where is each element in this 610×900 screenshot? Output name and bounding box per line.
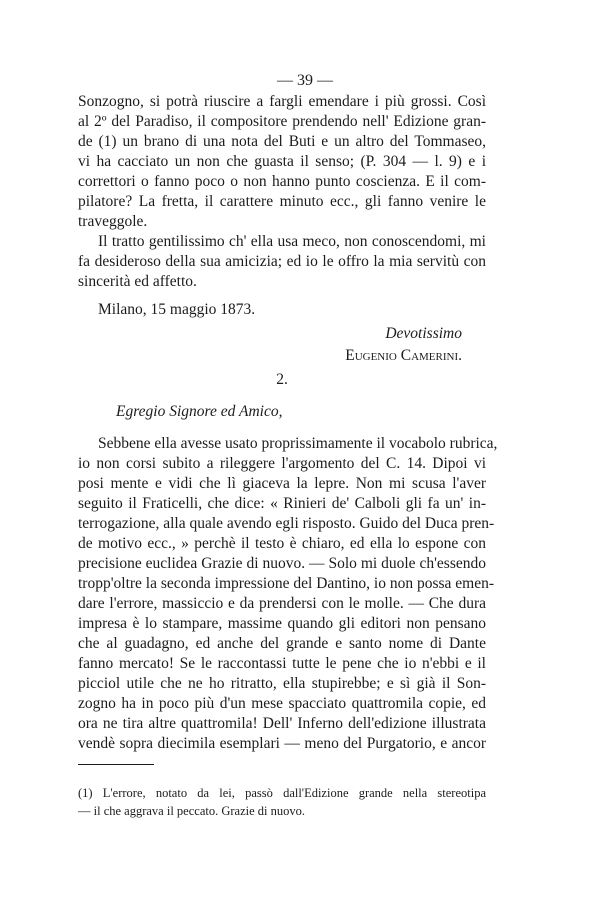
text-line: precisione euclidea Grazie di nuovo. — Solo mi duole ch'essendo [78,555,486,572]
text-line: de (1) un brano di una nota del Buti e un altro del Tommaseo, [78,133,486,150]
closing: Devotissimo [385,325,462,342]
text-line: dare l'errore, massiccio e da prendersi con le molle. — Che dura [78,595,486,612]
text-line: sincerità ed affetto. [78,273,197,290]
footnote-line: (1) L'errore, notato da lei, passò dall'Edizione grande nella stereotipa [78,786,486,800]
text-line: io non corsi subito a rileggere l'argomento del C. 14. Dipoi vi [78,455,486,472]
text-line: Il tratto gentilissimo ch' ella usa meco, non conoscendomi, mi [98,233,486,250]
text-line: vendè sopra diecimila esemplari — meno del Purgatorio, e ancor [78,735,486,752]
text-line: al 2º del Paradiso, il compositore prendendo nell' Edizione gran- [78,113,486,130]
page-number: — 39 — [277,72,333,89]
text-line: traveggole. [78,213,148,230]
text-line: che al guadagno, ed anche del grande e santo nome di Dante [78,635,486,652]
section-number: 2. [276,371,288,388]
salutation: Egregio Signore ed Amico, [116,403,283,420]
text-line: tropp'oltre la seconda impressione del Dantino, io non possa emen- [78,575,495,592]
text-line: terrogazione, alla quale avendo egli risposto. Guido del Duca pren- [78,515,495,532]
signature: Eugenio Camerini. [345,347,462,364]
text-line: impresa è lo stampare, massime quando gli editori non pensano [78,615,486,632]
text-line: ora ne tira altre quattromila! Dell' Inferno dell'edizione illustrata [78,715,486,732]
text-line: de motivo ecc., » perchè il testo è chiaro, ed ella lo espone con [78,535,486,552]
text-line: correttori o fanno poco o non hanno punto coscienza. E il com- [78,173,486,190]
text-line: vi ha cacciato un non che guasta il senso; (P. 304 — l. 9) e i [78,153,486,170]
text-line: Sebbene ella avesse usato proprissimamente il vocabolo rubrica, [98,435,498,452]
text-line: pilatore? La fretta, il carattere minuto ecc., gli fanno venire le [78,193,486,210]
date-line: Milano, 15 maggio 1873. [98,301,256,318]
text-line: picciol utile che ne ho ritratto, ella stupirebbe; e sì già il Son- [78,675,486,692]
text-line: fanno mercato! Se le raccontassi tutte le pene che io n'ebbi e il [78,655,486,672]
text-line: zogno ha in poco più d'un mese spacciato quattromila copie, ed [78,695,486,712]
text-line: fa desideroso della sua amicizia; ed io le offro la mia servitù con [78,253,486,270]
footnote-divider [78,764,154,765]
footnote-line: — il che aggrava il peccato. Grazie di nuovo. [78,804,305,818]
text-line: seguito il Fraticelli, che dice: « Rinieri de' Calboli gli fa un' in- [78,495,486,512]
text-line: Sonzogno, si potrà riuscire a fargli emendare i più grossi. Così [78,93,486,110]
text-line: posi mente e vidi che lì giaceva la lepre. Non mi scusa l'aver [78,475,486,492]
